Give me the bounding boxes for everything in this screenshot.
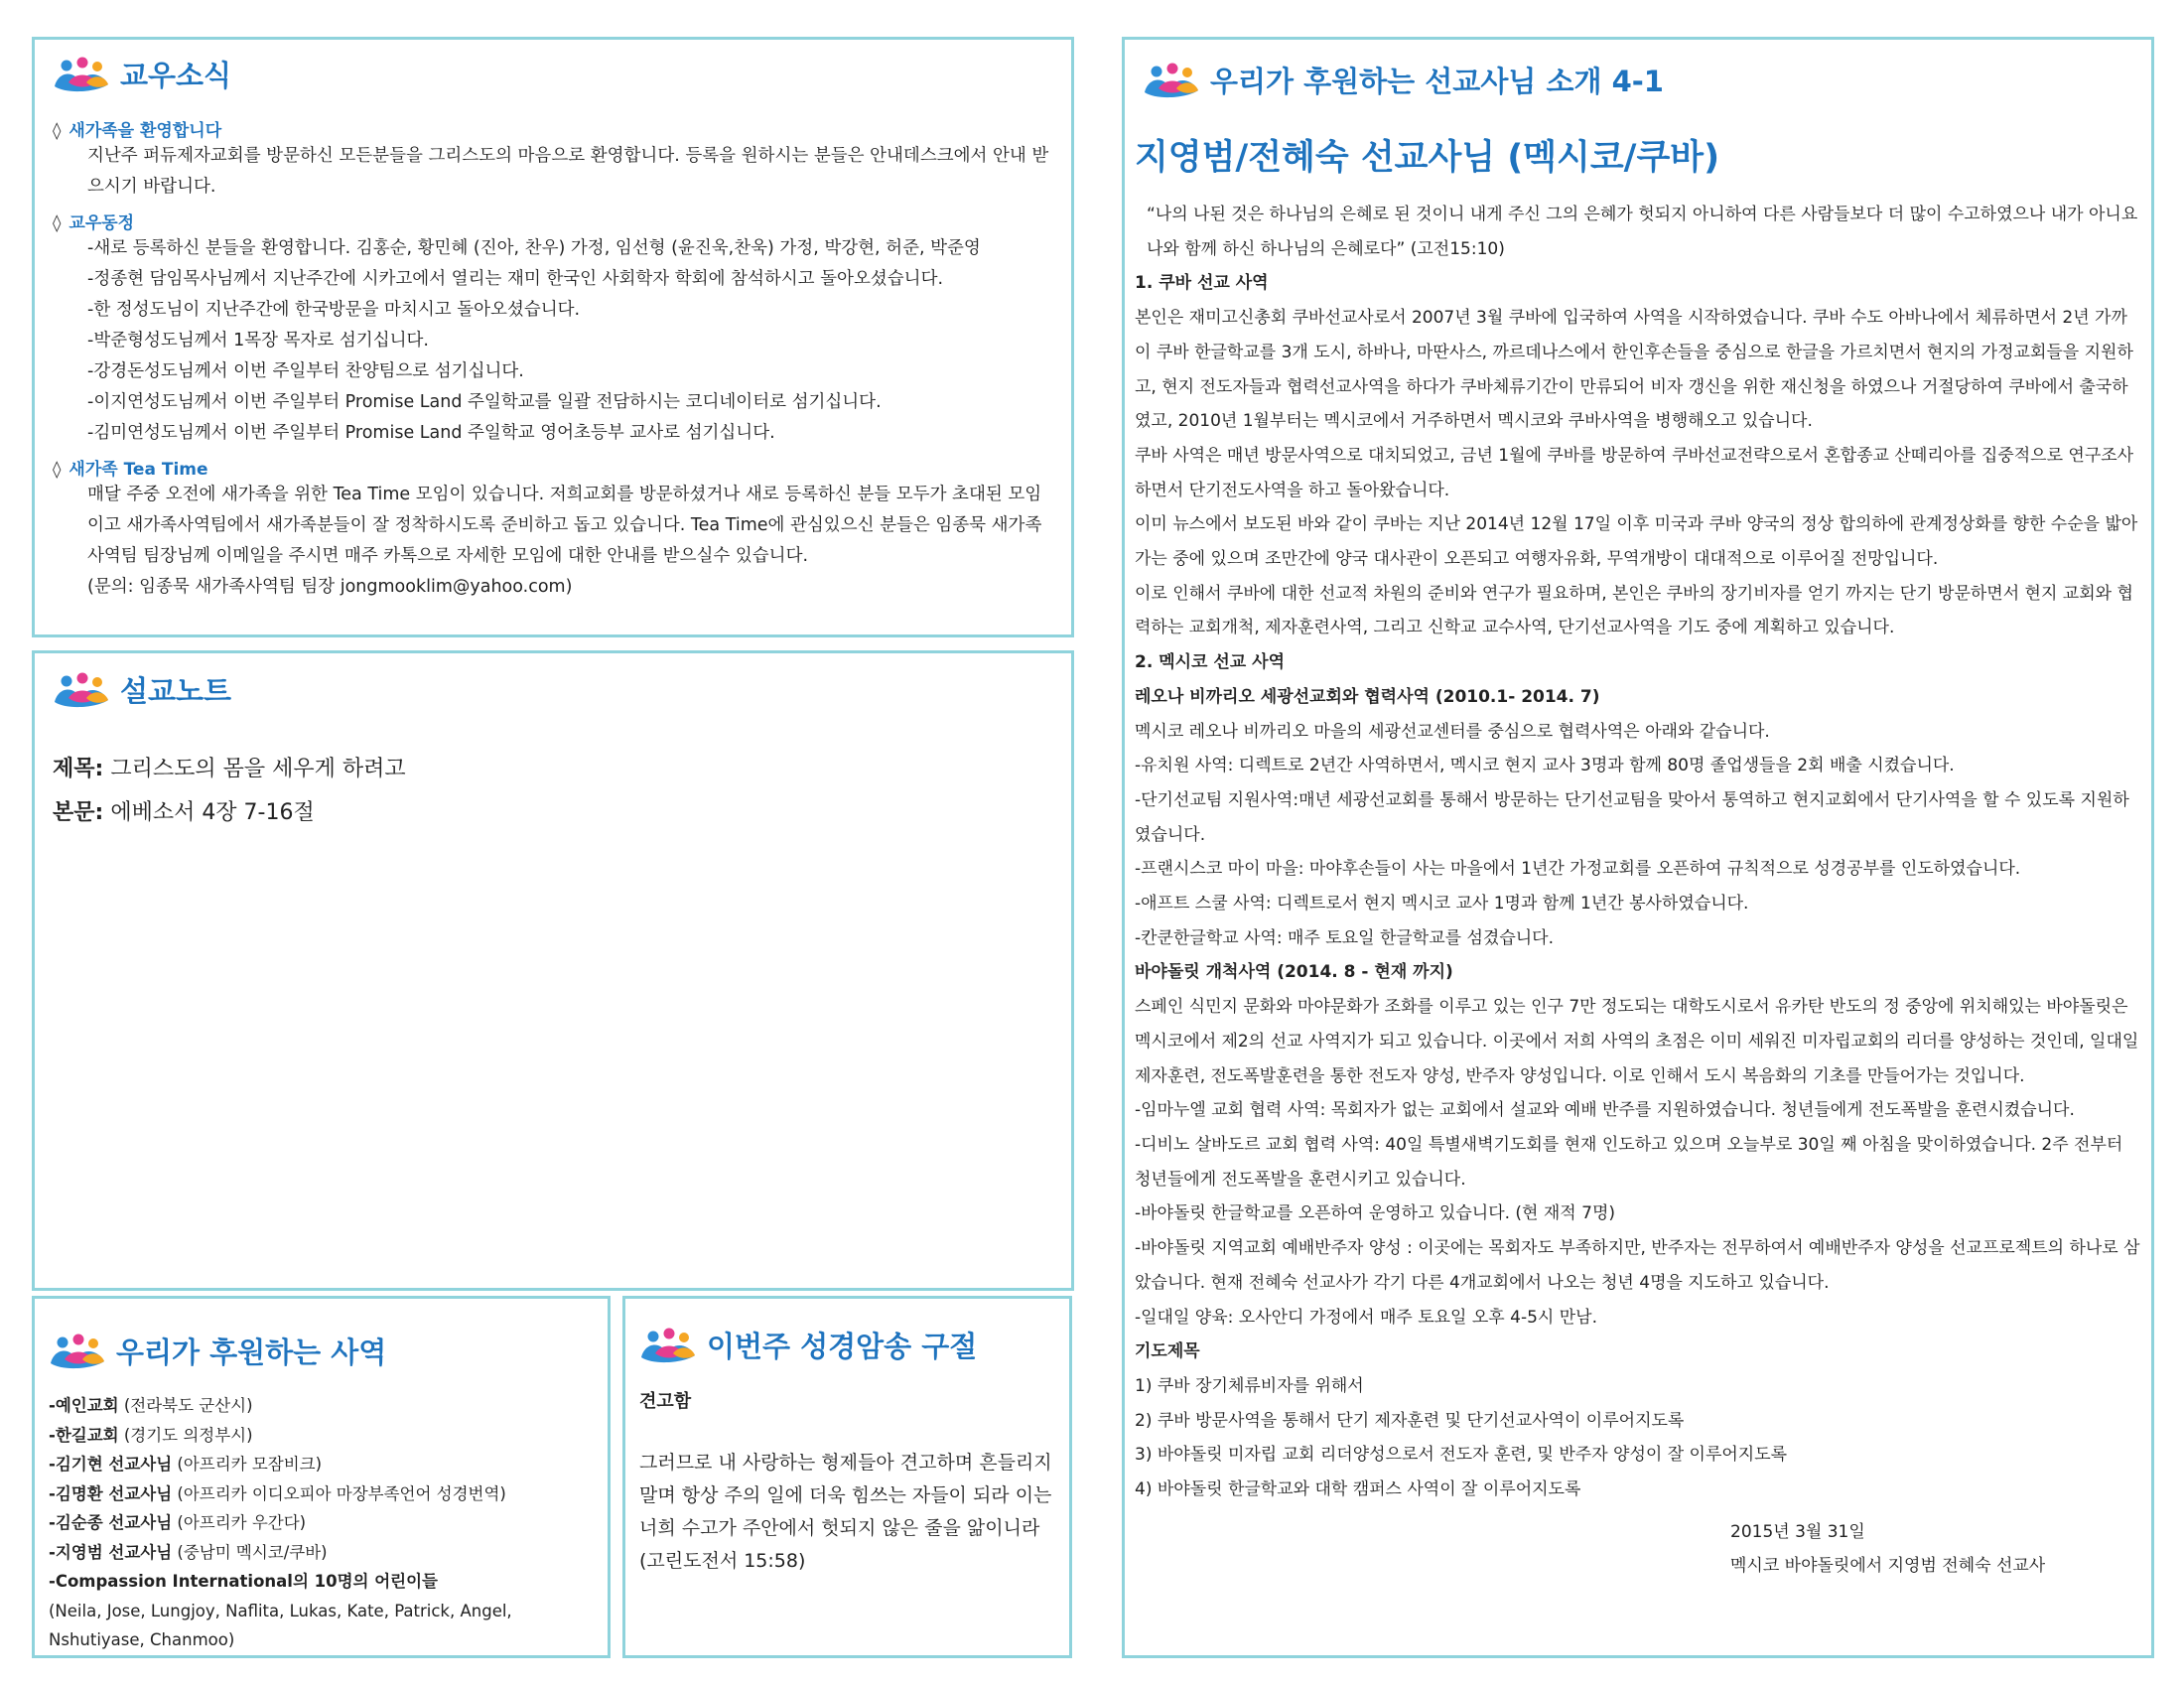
memory-verse-panel bbox=[622, 1296, 1072, 1658]
members-news-item: -새로 등록하신 분들을 환영합니다. 김홍순, 황민혜 (진아, 찬우) 가정, 임선형 (윤진욱,찬욱) 가정, 박강현, 허준, 박준영 bbox=[87, 238, 981, 258]
members-news-heading: ◊ 교우동정 bbox=[53, 213, 135, 233]
prayer-item: 3) 바야돌릿 미자립 교회 리더양성으로서 전도자 훈련, 및 반주자 양성이 잘 이루어지도록 bbox=[1135, 1445, 1788, 1466]
mission-list-item: -프랜시스코 마이 마을: 마야후손들이 사는 마을에서 1년간 가정교회를 오픈하여 규칙적으로 성경공부를 인도하였습니다. bbox=[1135, 859, 2021, 880]
supported-ministries-list bbox=[49, 1391, 594, 1655]
mission-list-item: -디비노 살바도르 교회 협력 사역: 40일 특별새벽기도회를 현재 인도하고 있으며 오늘부로 30일 째 아침을 맞이하였습니다. 2주 전부터 청년들에게 전도폭발을 훈련시키고 있습니다. bbox=[1135, 1134, 2123, 1190]
church-news-header bbox=[53, 54, 1053, 94]
cuba-ministry-heading: 1. 쿠바 선교 사역 bbox=[1135, 273, 1269, 294]
ministry-item: -김명환 선교사님 (아프리카 이디오피아 마장부족언어 성경번역) bbox=[49, 1483, 506, 1503]
tea-time-text: 매달 주중 오전에 새가족을 위한 Tea Time 모임이 있습니다. 저희교회를 방문하셨거나 새로 등록하신 분들 모두가 초대된 모임이고 새가족사역팀에서 새가족분들이 잘 정착하시도록 준비하고 돕고 있습니다. Tea Time에 관심있으신 분들은 임종묵 새가족사역팀 팀장님께 이메일을 주시면 매주 카톡으로 자세한 모임에 대한 안내를 받으실수 있습니다. bbox=[87, 485, 1042, 566]
church-logo-icon bbox=[639, 1328, 697, 1363]
ministry-item: -김기현 선교사님 (아프리카 모잠비크) bbox=[49, 1455, 323, 1474]
mission-paragraph: 이미 뉴스에서 보도된 바와 같이 쿠바는 지난 2014년 12월 17일 이후 미국과 쿠바 양국의 정상 합의하에 관계정상화를 향한 수순을 밟아가는 중에 있으며 조만간에 양국 대사관이 오픈되고 여행자유화, 무역개방이 대대적으로 이루어질 전망입니다. bbox=[1135, 514, 2138, 570]
supported-ministries-header bbox=[49, 1331, 594, 1371]
prayer-item: 2) 쿠바 방문사역을 통해서 단기 제자훈련 및 단기선교사역이 이루어지도록 bbox=[1135, 1410, 1685, 1431]
members-news-item: -이지연성도님께서 이번 주일부터 Promise Land 주일학교를 일괄 전담하시는 코디네이터로 섬기십니다. bbox=[87, 392, 882, 412]
memory-verse-text: 그러므로 내 사랑하는 형제들아 견고하며 흔들리지 말며 항상 주의 일에 더욱 힘쓰는 자들이 되라 이는 너희 수고가 주안에서 헛되지 않은 줄을 앎이니라 bbox=[639, 1452, 1052, 1539]
missionary-intro-header bbox=[1135, 60, 2141, 100]
members-news-item: -한 정성도님이 지난주간에 한국방문을 마치시고 돌아오셨습니다. bbox=[87, 300, 581, 320]
mission-paragraph: 쿠바 사역은 매년 방문사역으로 대치되었고, 금년 1월에 쿠바를 방문하여 쿠바선교전략으로서 혼합종교 산떼리아를 집중적으로 연구조사하면서 단기전도사역을 하고 돌아왔습니다. bbox=[1135, 445, 2134, 500]
supported-ministries-panel bbox=[32, 1296, 611, 1658]
prayer-item: 4) 바야돌릿 한글학교와 대학 캠퍼스 사역이 잘 이루어지도록 bbox=[1135, 1479, 1581, 1500]
welcome-heading: ◊ 새가족을 환영합니다 bbox=[53, 121, 222, 141]
mission-paragraph: 본인은 재미고신총회 쿠바선교사로서 2007년 3월 쿠바에 입국하여 사역을 시작하였습니다. 쿠바 수도 아바나에서 체류하면서 2년 가까이 쿠바 한글학교를 3개 도시, 하바나, 마딴사스, 까르데나스에서 한인후손들을 중심으로 한글을 가르치면서 현지의 가정교회들을 지원하고, 현지 전도자들과 협력선교사역을 하다가 쿠바체류기간이 만류되어 비자 갱신을 위한 재신청을 하였으나 거절당하여 쿠바에서 출국하였고, 2010년 1월부터는 멕시코에서 거주하면서 멕시코와 쿠바사역을 병행해오고 있습니다. bbox=[1135, 308, 2133, 432]
church-logo-icon bbox=[1143, 63, 1200, 98]
mission-list-item: -유치원 사역: 디렉트로 2년간 사역하면서, 멕시코 현지 교사 3명과 함께 80명 졸업생들을 2회 배출 시켰습니다. bbox=[1135, 756, 1955, 776]
sermon-note-title: 설교노트 bbox=[120, 674, 232, 708]
church-logo-icon bbox=[53, 57, 110, 92]
scripture-quote: “나의 나된 것은 하나님의 은혜로 된 것이니 내게 주신 그의 은혜가 헛되지 아니하여 다른 사람들보다 더 많이 수고하였으나 내가 아니요 나와 함께 하신 하나님의 은혜로다” (고전15:10) bbox=[1147, 205, 2138, 259]
mission-list-item: -바야돌릿 지역교회 예배반주자 양성 : 이곳에는 목회자도 부족하지만, 반주자는 전무하여서 예배반주자 양성을 선교프로젝트의 하나로 삼았습니다. 현재 전혜숙 선교사가 각기 다른 4개교회에서 나오는 청년 4명을 지도하고 있습니다. bbox=[1135, 1238, 2140, 1293]
sermon-note-header bbox=[53, 669, 1053, 710]
memory-verse-title: 이번주 성경암송 구절 bbox=[707, 1330, 978, 1363]
prayer-topics-heading: 기도제목 bbox=[1135, 1341, 1200, 1362]
sermon-subject: 제목: 그리스도의 몸을 세우게 하려고 bbox=[53, 757, 406, 781]
tea-time-heading: ◊ 새가족 Tea Time bbox=[53, 460, 208, 480]
sermon-scripture: 본문: 에베소서 4장 7-16절 bbox=[53, 800, 315, 825]
mission-list-item: -임마누엘 교회 협력 사역: 목회자가 없는 교회에서 설교와 예배 반주를 지원하였습니다. 청년들에게 전도폭발을 훈련시켰습니다. bbox=[1135, 1100, 2075, 1121]
supported-ministries-title: 우리가 후원하는 사역 bbox=[116, 1336, 387, 1369]
letter-date: 2015년 3월 31일 bbox=[1730, 1521, 1865, 1542]
mission-list-item: -일대일 양육: 오사안디 가정에서 매주 토요일 오후 4-5시 만남. bbox=[1135, 1307, 1597, 1328]
missionary-name: 지영범/전혜숙 선교사님 (멕시코/쿠바) bbox=[1135, 138, 1720, 178]
mission-list-item: -바야돌릿 한글학교를 오픈하여 운영하고 있습니다. (현 재적 7명) bbox=[1135, 1203, 1615, 1224]
church-news-panel bbox=[32, 37, 1074, 637]
ministry-item: -김순종 선교사님 (아프리카 우간다) bbox=[49, 1513, 307, 1532]
mission-list-item: -애프트 스쿨 사역: 디렉트로서 현지 멕시코 교사 1명과 함께 1년간 봉사하였습니다. bbox=[1135, 894, 1749, 914]
mission-paragraph: 스페인 식민지 문화와 마야문화가 조화를 이루고 있는 인구 7만 정도되는 대학도시로서 유카탄 반도의 정 중앙에 위치해있는 바야돌릿은 멕시코에서 제2의 선교 사역지가 되고 있습니다. 이곳에서 저희 사역의 초점은 이미 세워진 미자립교회의 리더를 양성하는 것인데, 일대일 제자훈련, 전도폭발훈련을 통한 전도자 양성, 반주자 양성입니다. 이로 인해서 도시 복음화의 기초를 만들어가는 것입니다. bbox=[1135, 997, 2139, 1086]
diamond-icon: ◊ bbox=[53, 460, 62, 480]
members-news-item: -강경돈성도님께서 이번 주일부터 찬양팀으로 섬기십니다. bbox=[87, 361, 524, 381]
diamond-icon: ◊ bbox=[53, 121, 62, 141]
sermon-note-panel bbox=[32, 650, 1074, 1291]
letter-signature: 멕시코 바야돌릿에서 지영범 전혜숙 선교사 bbox=[1730, 1556, 2046, 1577]
tea-time-contact: (문의: 임종묵 새가족사역팀 팀장 jongmooklim@yahoo.com) bbox=[87, 577, 573, 597]
missionary-intro-title: 우리가 후원하는 선교사님 소개 4-1 bbox=[1210, 65, 1664, 98]
valladolid-heading: 바야돌릿 개척사역 (2014. 8 - 현재 까지) bbox=[1135, 962, 1453, 983]
ministry-item: -한길교회 (경기도 의정부시) bbox=[49, 1425, 253, 1445]
mexico-ministry-heading: 2. 멕시코 선교 사역 bbox=[1135, 652, 1285, 673]
mission-paragraph: 이로 인해서 쿠바에 대한 선교적 차원의 준비와 연구가 필요하며, 본인은 쿠바의 장기비자를 얻기 까지는 단기 방문하면서 현지 교회와 협력하는 교회개척, 제자훈련사역, 그리고 신학교 교수사역, 단기선교사역을 기도 중에 계획하고 있습니다. bbox=[1135, 583, 2133, 638]
mission-list-item: -칸쿤한글학교 사역: 매주 토요일 한글학교를 섬겼습니다. bbox=[1135, 927, 1554, 948]
ministry-item: -예인교회 (전라북도 군산시) bbox=[49, 1396, 253, 1415]
memory-verse-reference: (고린도전서 15:58) bbox=[639, 1550, 806, 1572]
members-news-item: -정종현 담임목사님께서 지난주간에 시카고에서 열리는 재미 한국인 사회학자 학회에 참석하시고 돌아오셨습니다. bbox=[87, 269, 944, 289]
church-logo-icon bbox=[53, 672, 110, 708]
prayer-item: 1) 쿠바 장기체류비자를 위해서 bbox=[1135, 1375, 1364, 1396]
memory-verse-theme: 견고함 bbox=[639, 1391, 692, 1412]
diamond-icon: ◊ bbox=[53, 213, 62, 233]
church-logo-icon bbox=[49, 1334, 106, 1369]
members-news-item: -박준형성도님께서 1목장 목자로 섬기십니다. bbox=[87, 331, 429, 351]
ministry-item: -지영범 선교사님 (중남미 멕시코/쿠바) bbox=[49, 1542, 328, 1562]
missionary-intro-panel bbox=[1122, 37, 2154, 1658]
memory-verse-header bbox=[639, 1325, 1055, 1365]
compassion-children: (Neila, Jose, Lungjoy, Naflita, Lukas, Kate, Patrick, Angel, Nshutiyase, Chanmoo) bbox=[49, 1601, 512, 1649]
leona-vicario-heading: 레오나 비까리오 세광선교회와 협력사역 (2010.1- 2014. 7) bbox=[1135, 686, 1600, 707]
mission-list-item: -단기선교팀 지원사역:매년 세광선교회를 통해서 방문하는 단기선교팀을 맞아서 통역하고 현지교회에서 단기사역을 할 수 있도록 지원하였습니다. bbox=[1135, 789, 2129, 845]
church-news-title: 교우소식 bbox=[120, 59, 232, 92]
mission-paragraph: 멕시코 레오나 비까리오 마을의 세광선교센터를 중심으로 협력사역은 아래와 같습니다. bbox=[1135, 721, 1770, 742]
welcome-text: 지난주 퍼듀제자교회를 방문하신 모든분들을 그리스도의 마음으로 환영합니다. 등록을 원하시는 분들은 안내데스크에서 안내 받으시기 바랍니다. bbox=[87, 146, 1049, 197]
ministry-item: -Compassion International의 10명의 어린이들 bbox=[49, 1572, 438, 1591]
members-news-item: -김미연성도님께서 이번 주일부터 Promise Land 주일학교 영어초등부 교사로 섬기십니다. bbox=[87, 423, 775, 443]
